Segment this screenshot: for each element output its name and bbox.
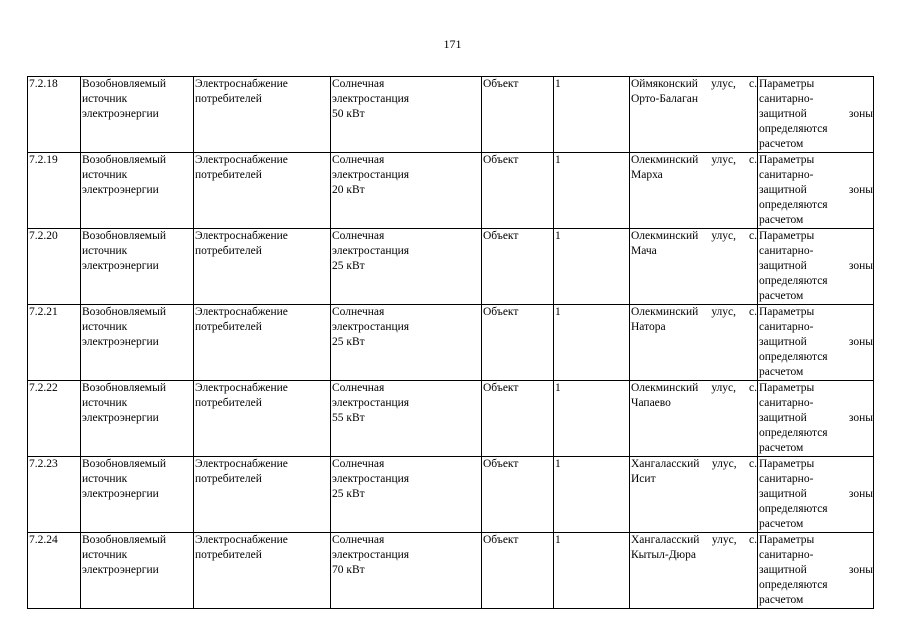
cell-text-code: 7.2.20 [29,230,58,242]
cell-text-type: Возобновляемый источник электроэнергии [82,230,166,272]
cell-text-code: 7.2.18 [29,78,58,90]
cell-text-note-l3a: защитной [759,260,807,272]
cell-object-kind [482,229,554,305]
cell-text-type: Возобновляемый источник электроэнергии [82,534,166,576]
cell-note [758,533,874,609]
cell-object-kind [482,533,554,609]
cell-text-purpose: Электроснабжение потребителей [195,534,288,561]
cell-text-note-l3a: защитной [759,184,807,196]
cell-text-note-l2: санитарно- [759,321,814,333]
cell-location [630,229,758,305]
cell-text-note-l3b: зоны [848,488,873,500]
cell-text-purpose: Электроснабжение потребителей [195,306,288,333]
cell-text-qty: 1 [555,230,561,242]
cell-text-kind: Объект [483,458,519,470]
table-row [28,533,874,609]
cell-location [630,533,758,609]
cell-text-name: Солнечная электростанция 25 кВт [332,458,410,500]
cell-text-kind: Объект [483,78,519,90]
cell-text-kind: Объект [483,382,519,394]
cell-note [758,153,874,229]
cell-text-note-l3b: зоны [848,108,873,120]
cell-text-note-l4: определяются [759,351,828,363]
cell-text-note-l1: Параметры [759,154,815,166]
cell-object-name [331,77,482,153]
cell-text-note-l2: санитарно- [759,473,814,485]
cell-text-note-l1: Параметры [759,458,815,470]
cell-text-purpose: Электроснабжение потребителей [195,154,288,181]
cell-text-name: Солнечная электростанция 20 кВт [332,154,410,196]
cell-text-note-l3a: защитной [759,336,807,348]
cell-text-note-l5: расчетом [759,214,804,226]
cell-note [758,77,874,153]
cell-text-purpose: Электроснабжение потребителей [195,382,288,409]
cell-text-qty: 1 [555,382,561,394]
cell-code [28,77,81,153]
cell-purpose [194,533,331,609]
cell-text-note-l3a: защитной [759,108,807,120]
cell-quantity [554,229,630,305]
cell-purpose [194,305,331,381]
cell-text-note-l5: расчетом [759,518,804,530]
cell-text-note-l5: расчетом [759,594,804,606]
cell-text-note-l2: санитарно- [759,397,814,409]
cell-object-type [81,381,194,457]
cell-text-note-l4: определяются [759,427,828,439]
cell-object-name [331,533,482,609]
cell-text-note-l1: Параметры [759,230,815,242]
cell-object-type [81,153,194,229]
cell-text-note-l3b: зоны [848,412,873,424]
cell-text-type: Возобновляемый источник электроэнергии [82,78,166,120]
cell-text-name: Солнечная электростанция 25 кВт [332,306,410,348]
table-row [28,305,874,381]
cell-text-qty: 1 [555,78,561,90]
cell-text-name: Солнечная электростанция 70 кВт [332,534,410,576]
cell-quantity [554,305,630,381]
cell-text-location: Олекминский улус, с. Мача [631,230,757,257]
cell-text-note-l2: санитарно- [759,549,814,561]
cell-purpose [194,153,331,229]
cell-text-note-l5: расчетом [759,366,804,378]
cell-text-qty: 1 [555,534,561,546]
cell-quantity [554,533,630,609]
cell-text-note-l4: определяются [759,275,828,287]
cell-text-name: Солнечная электростанция 25 кВт [332,230,410,272]
cell-text-note-l5: расчетом [759,442,804,454]
cell-object-type [81,77,194,153]
cell-code [28,153,81,229]
cell-text-note-l3a: защитной [759,564,807,576]
cell-object-name [331,457,482,533]
cell-text-note-l2: санитарно- [759,93,814,105]
cell-text-note-l3b: зоны [848,184,873,196]
cell-object-type [81,229,194,305]
cell-purpose [194,457,331,533]
cell-text-location: Олекминский улус, с. Натора [631,306,757,333]
cell-text-note-l3a: защитной [759,412,807,424]
cell-object-name [331,153,482,229]
cell-text-type: Возобновляемый источник электроэнергии [82,154,166,196]
cell-text-purpose: Электроснабжение потребителей [195,458,288,485]
cell-text-purpose: Электроснабжение потребителей [195,78,288,105]
cell-object-type [81,457,194,533]
cell-text-location: Олекминский улус, с. Чапаево [631,382,757,409]
cell-object-name [331,229,482,305]
cell-text-note-l1: Параметры [759,306,815,318]
cell-text-note-l4: определяются [759,579,828,591]
cell-text-type: Возобновляемый источник электроэнергии [82,382,166,424]
cell-purpose [194,381,331,457]
cell-text-code: 7.2.21 [29,306,58,318]
cell-text-location: Олекминский улус, с. Марха [631,154,757,181]
cell-object-kind [482,457,554,533]
cell-text-qty: 1 [555,154,561,166]
cell-object-name [331,381,482,457]
cell-object-type [81,305,194,381]
cell-location [630,305,758,381]
cell-text-qty: 1 [555,458,561,470]
cell-text-kind: Объект [483,154,519,166]
cell-note [758,381,874,457]
cell-text-name: Солнечная электростанция 55 кВт [332,382,410,424]
cell-text-note-l4: определяются [759,123,828,135]
table-row [28,457,874,533]
cell-quantity [554,457,630,533]
cell-text-note-l3b: зоны [848,564,873,576]
cell-note [758,457,874,533]
cell-code [28,457,81,533]
cell-text-name: Солнечная электростанция 50 кВт [332,78,410,120]
cell-location [630,77,758,153]
cell-note [758,305,874,381]
table-row [28,153,874,229]
cell-text-kind: Объект [483,534,519,546]
cell-object-type [81,533,194,609]
cell-text-location: Оймяконский улус, с. Орто-Балаган [631,78,757,105]
cell-text-kind: Объект [483,230,519,242]
table-row [28,229,874,305]
cell-object-name [331,305,482,381]
cell-text-note-l3b: зоны [848,336,873,348]
cell-note [758,229,874,305]
cell-text-note-l1: Параметры [759,382,815,394]
cell-quantity [554,77,630,153]
cell-text-purpose: Электроснабжение потребителей [195,230,288,257]
cell-text-note-l2: санитарно- [759,169,814,181]
cell-text-note-l1: Параметры [759,78,815,90]
cell-text-note-l1: Параметры [759,534,815,546]
cell-text-location: Хангаласский улус, с. Исит [631,458,757,485]
cell-text-type: Возобновляемый источник электроэнергии [82,306,166,348]
cell-object-kind [482,305,554,381]
cell-text-qty: 1 [555,306,561,318]
cell-object-kind [482,381,554,457]
cell-code [28,305,81,381]
cell-text-note-l4: определяются [759,503,828,515]
page-number: 171 [443,37,462,51]
cell-text-code: 7.2.24 [29,534,58,546]
cell-text-code: 7.2.23 [29,458,58,470]
cell-text-note-l2: санитарно- [759,245,814,257]
cell-text-kind: Объект [483,306,519,318]
cell-text-location: Хангаласский улус, с. Кытыл-Дюра [631,534,757,561]
cell-location [630,457,758,533]
cell-object-kind [482,153,554,229]
cell-quantity [554,381,630,457]
table-row [28,77,874,153]
cell-text-note-l5: расчетом [759,138,804,150]
cell-purpose [194,229,331,305]
cell-code [28,381,81,457]
cell-text-type: Возобновляемый источник электроэнергии [82,458,166,500]
cell-text-note-l4: определяются [759,199,828,211]
cell-code [28,533,81,609]
cell-object-kind [482,77,554,153]
cell-text-code: 7.2.19 [29,154,58,166]
cell-purpose [194,77,331,153]
cell-code [28,229,81,305]
cell-text-code: 7.2.22 [29,382,58,394]
cell-text-note-l3b: зоны [848,260,873,272]
cell-text-note-l3a: защитной [759,488,807,500]
cell-location [630,153,758,229]
cell-quantity [554,153,630,229]
cell-location [630,381,758,457]
objects-table [27,76,874,609]
table-row [28,381,874,457]
cell-text-note-l5: расчетом [759,290,804,302]
